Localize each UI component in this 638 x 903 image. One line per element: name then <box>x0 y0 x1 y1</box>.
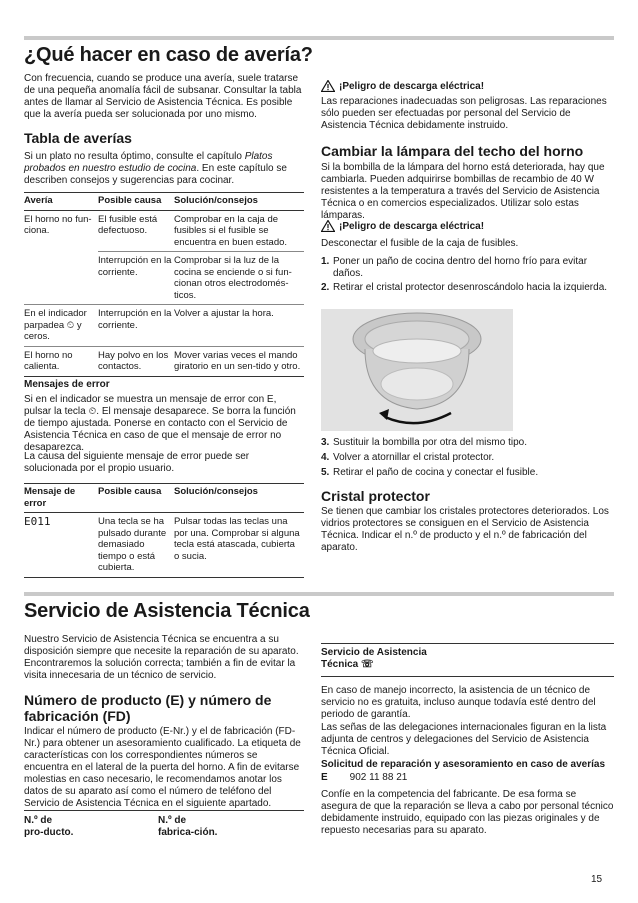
lamp-heading: Cambiar la lámpara del techo del horno <box>321 143 584 159</box>
faults-table <box>24 192 304 377</box>
glass-text: Se tienen que cambiar los cristales protectores deteriorados. Los vidrios protectores se consiguen en el Servicio de Asistencia Técnica. Indicar el n.º de producto y el n.º de fabricación del aparato. <box>321 506 609 553</box>
phone-line <box>321 772 614 783</box>
table-cell: Comprobar en la caja de fusibles si el fusible se encuentra en buen estado. <box>174 213 288 248</box>
list-item: 2. Retirar el cristal protector desenroscándolo hacia la izquierda. <box>321 282 608 293</box>
errors-paragraph-2: La causa del siguiente mensaje de error puede ser solucionada por el propio usuario. <box>24 451 250 474</box>
list-item: 4. Volver a atornillar el cristal protector. <box>321 452 495 463</box>
faults-heading: Tabla de averías <box>24 130 132 146</box>
warning-triangle-icon <box>321 220 335 232</box>
product-number-box <box>24 810 304 839</box>
steps-list-a <box>321 256 614 294</box>
service-box-title: Servicio de Asistencia Técnica ☏ <box>321 647 427 670</box>
list-item: 3. Sustituir la bombilla por otra del mismo tipo. <box>321 437 527 448</box>
table-cell: El fusible está defectuoso. <box>98 213 158 236</box>
service-intro: Nuestro Servicio de Asistencia Técnica se encuentra a su disposición siempre que necesite la reparación de su aparato. Encontraremos la solución correcta; también a fin de evitar la visita innecesaria de un técnico de servicio. <box>24 634 299 681</box>
table-cell: El horno no fun-ciona. <box>24 213 92 236</box>
page-number: 15 <box>591 874 603 885</box>
table-row <box>24 513 304 578</box>
intro-paragraph: Con frecuencia, cuando se produce una avería, suele tratarse de una pequeña anomalía fácil de subsanar. Consultar la tabla antes de llamar al Servicio de Asistencia Técnica. Es posible que la avería pueda ser solucionada por uno mismo. <box>24 73 302 120</box>
product-number-label: N.º de pro-ducto. <box>24 815 74 838</box>
table-row <box>24 305 304 347</box>
table-cell: Interrupción en la corriente. <box>98 252 174 305</box>
service-paragraph-3: Confíe en la competencia del fabricante. De esa forma se asegura de que la reparación se lleva a cabo por personal técnico debidamente instruido, equipado con las piezas originales y de repuesto necesarias para su aparato. <box>321 789 614 836</box>
lamp-text: Si la bombilla de la lámpara del horno está deteriorada, hay que cambiarla. Pueden adquirirse bombillas de recambio de 40 W resistentes a la temperatura a través del Servicio de Asistencia Técnica o en comercios especializados. Utilizar solo estas lámparas. <box>321 162 605 221</box>
table-header: Avería <box>24 193 98 211</box>
list-item: 5. Retirar el paño de cocina y conectar el fusible. <box>321 467 539 478</box>
table-cell: El horno no calienta. <box>24 346 98 376</box>
top-rule <box>24 36 614 40</box>
table-cell: Interrupción en la corriente. <box>98 305 174 347</box>
phone-number: 902 11 88 21 <box>349 772 408 783</box>
danger-text: Las reparaciones inadecuadas son peligrosas. Las reparaciones sólo pueden ser efectuadas por personal del Servicio de Asistencia Técnica debidamente instruido. <box>321 96 607 131</box>
steps-list-b <box>321 437 614 479</box>
table-row <box>24 252 304 305</box>
table-cell: Volver a ajustar la hora. <box>174 305 304 347</box>
fabrication-number-label: N.º de fabrica-ción. <box>158 815 218 838</box>
service-paragraph-2: Las señas de las delegaciones internacionales figuran en la lista adjunta de centros y delegaciones del Servicio de Asistencia Técnica Oficial. <box>321 722 607 757</box>
error-code: E011 <box>24 513 98 578</box>
table-cell: En el indicador parpadea ⏲ y ceros. <box>24 305 98 347</box>
section-title-troubleshooting: ¿Qué hacer en caso de avería? <box>24 44 313 66</box>
warning-triangle-icon <box>321 80 335 92</box>
table-cell <box>24 252 98 305</box>
danger-title: ¡Peligro de descarga eléctrica! <box>339 220 485 232</box>
errors-table <box>24 483 304 578</box>
table-row <box>24 346 304 376</box>
faults-intro: Si un plato no resulta óptimo, consulte el capítulo Platos probados en nuestro estudio de cocina. En este capítulo se describen consejos y sugerencias para cocinar. <box>24 151 287 186</box>
table-header: Solución/consejos <box>174 484 304 513</box>
lamp-illustration <box>321 309 513 431</box>
table-row <box>24 210 304 252</box>
table-cell: Pulsar todas las teclas una por una. Comprobar si alguna tecla está atascada, cubierta o sucia. <box>174 513 304 578</box>
danger2-text: Desconectar el fusible de la caja de fusibles. <box>321 238 519 249</box>
list-item: 1. Poner un paño de cocina dentro del horno frío para evitar daños. <box>321 256 588 279</box>
table-cell: Comprobar si la luz de la cocina se enciende o si fun-cionan otros electrodomés-ticos. <box>174 252 304 305</box>
danger-warning-2 <box>321 220 614 232</box>
table-header: Solución/consejos <box>174 193 304 211</box>
danger-warning <box>321 80 614 92</box>
table-header: Posible causa <box>98 484 174 513</box>
table-cell: Una tecla se ha pulsado durante demasiado tiempo o está cubierta. <box>98 513 174 578</box>
lamp-cover-image <box>321 309 513 431</box>
service-bold-label: Solicitud de reparación y asesoramiento en caso de averías <box>321 759 606 770</box>
phone-country-label: E <box>321 772 328 783</box>
danger-title: ¡Peligro de descarga eléctrica! <box>339 80 485 92</box>
product-heading: Número de producto (E) y número de fabricación (FD) <box>24 692 272 724</box>
errors-heading: Mensajes de error <box>24 379 110 390</box>
table-cell: Mover varias veces el mando giratorio en un sen-tido y otro. <box>174 346 304 376</box>
glass-heading: Cristal protector <box>321 488 430 504</box>
errors-paragraph-1: Si en el indicador se muestra un mensaje de error con E, pulsar la tecla ⏲. El mensaje desaparece. Se borra la función de tiempo ajustada. Ponerse en contacto con el Servicio de Asistencia Técnica en caso de que el mensaje de error no desaparezca. <box>24 394 296 453</box>
product-text: Indicar el número de producto (E-Nr.) y el de fabricación (FD-Nr.) para obtener un asesoramiento cualificado. La etiqueta de características con los correspondientes números se encuentra en el lateral de la puerta del horno. A fin de evitarse molestias en caso necesario, le recomendamos anotar los datos de su aparato así como el número de teléfono del Servicio de Asistencia Técnica en el siguiente apartado. <box>24 726 301 809</box>
section-title-service: Servicio de Asistencia Técnica <box>24 600 310 622</box>
table-header: Mensaje de error <box>24 484 98 513</box>
table-cell: Hay polvo en los contactos. <box>98 346 174 376</box>
section-rule <box>24 592 614 596</box>
service-paragraph-1: En caso de manejo incorrecto, la asistencia de un técnico de servicio no es gratuita, incluso aunque todavía esté dentro del periodo de garantía. <box>321 685 596 720</box>
service-box <box>321 643 614 677</box>
table-header: Posible causa <box>98 193 174 211</box>
